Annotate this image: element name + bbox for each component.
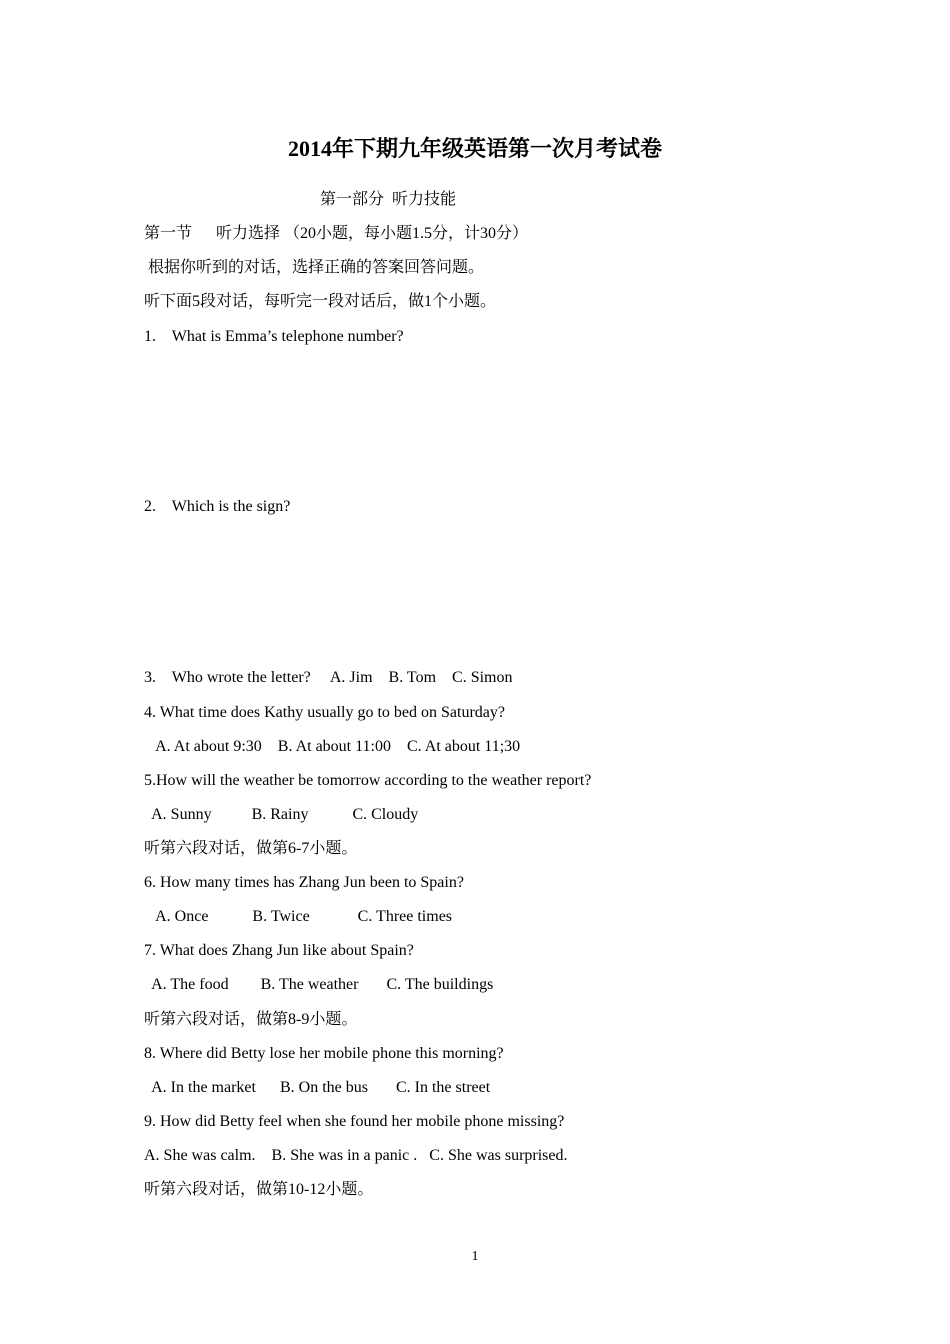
question-9-options: A. She was calm. B. She was in a panic . C. She was surprised.: [144, 1147, 568, 1164]
section-header: 第一节 听力选择 （20小题，每小题1.5分，计30分）: [144, 225, 529, 242]
page-title: 2014年下期九年级英语第一次月考试卷: [287, 136, 662, 161]
question-7: 7. What does Zhang Jun like about Spain?: [144, 942, 414, 959]
question-8: 8. Where did Betty lose her mobile phone this morning?: [144, 1045, 504, 1062]
question-4: 4. What time does Kathy usually go to bed on Saturday?: [144, 704, 505, 721]
instruction-line-2: 听下面5段对话，每听完一段对话后，做1个小题。: [144, 293, 497, 310]
group-instruction-8-9: 听第六段对话，做第8-9小题。: [144, 1011, 358, 1028]
question-9: 9. How did Betty feel when she found her mobile phone missing?: [144, 1113, 565, 1130]
question-6: 6. How many times has Zhang Jun been to Spain?: [144, 874, 464, 891]
question-5: 5.How will the weather be tomorrow according to the weather report?: [144, 772, 592, 789]
page-number: 1: [471, 1249, 479, 1264]
question-5-options: A. Sunny B. Rainy C. Cloudy: [144, 806, 419, 823]
section-part: 第一部分 听力技能: [320, 191, 457, 208]
question-3: 3. Who wrote the letter? A. Jim B. Tom C. Simon: [144, 669, 513, 686]
question-1: 1. What is Emma’s telephone number?: [144, 328, 404, 345]
question-7-options: A. The food B. The weather C. The buildings: [144, 976, 494, 993]
group-instruction-6-7: 听第六段对话，做第6-7小题。: [144, 840, 358, 857]
instruction-line-1: 根据你听到的对话，选择正确的答案回答问题。: [144, 259, 485, 276]
question-6-options: A. Once B. Twice C. Three times: [144, 908, 453, 925]
question-2: 2. Which is the sign?: [144, 498, 291, 515]
question-8-options: A. In the market B. On the bus C. In the street: [144, 1079, 491, 1096]
group-instruction-10-12: 听第六段对话，做第10-12小题。: [144, 1181, 374, 1198]
question-4-options: A. At about 9:30 B. At about 11:00 C. At about 11;30: [144, 738, 521, 755]
